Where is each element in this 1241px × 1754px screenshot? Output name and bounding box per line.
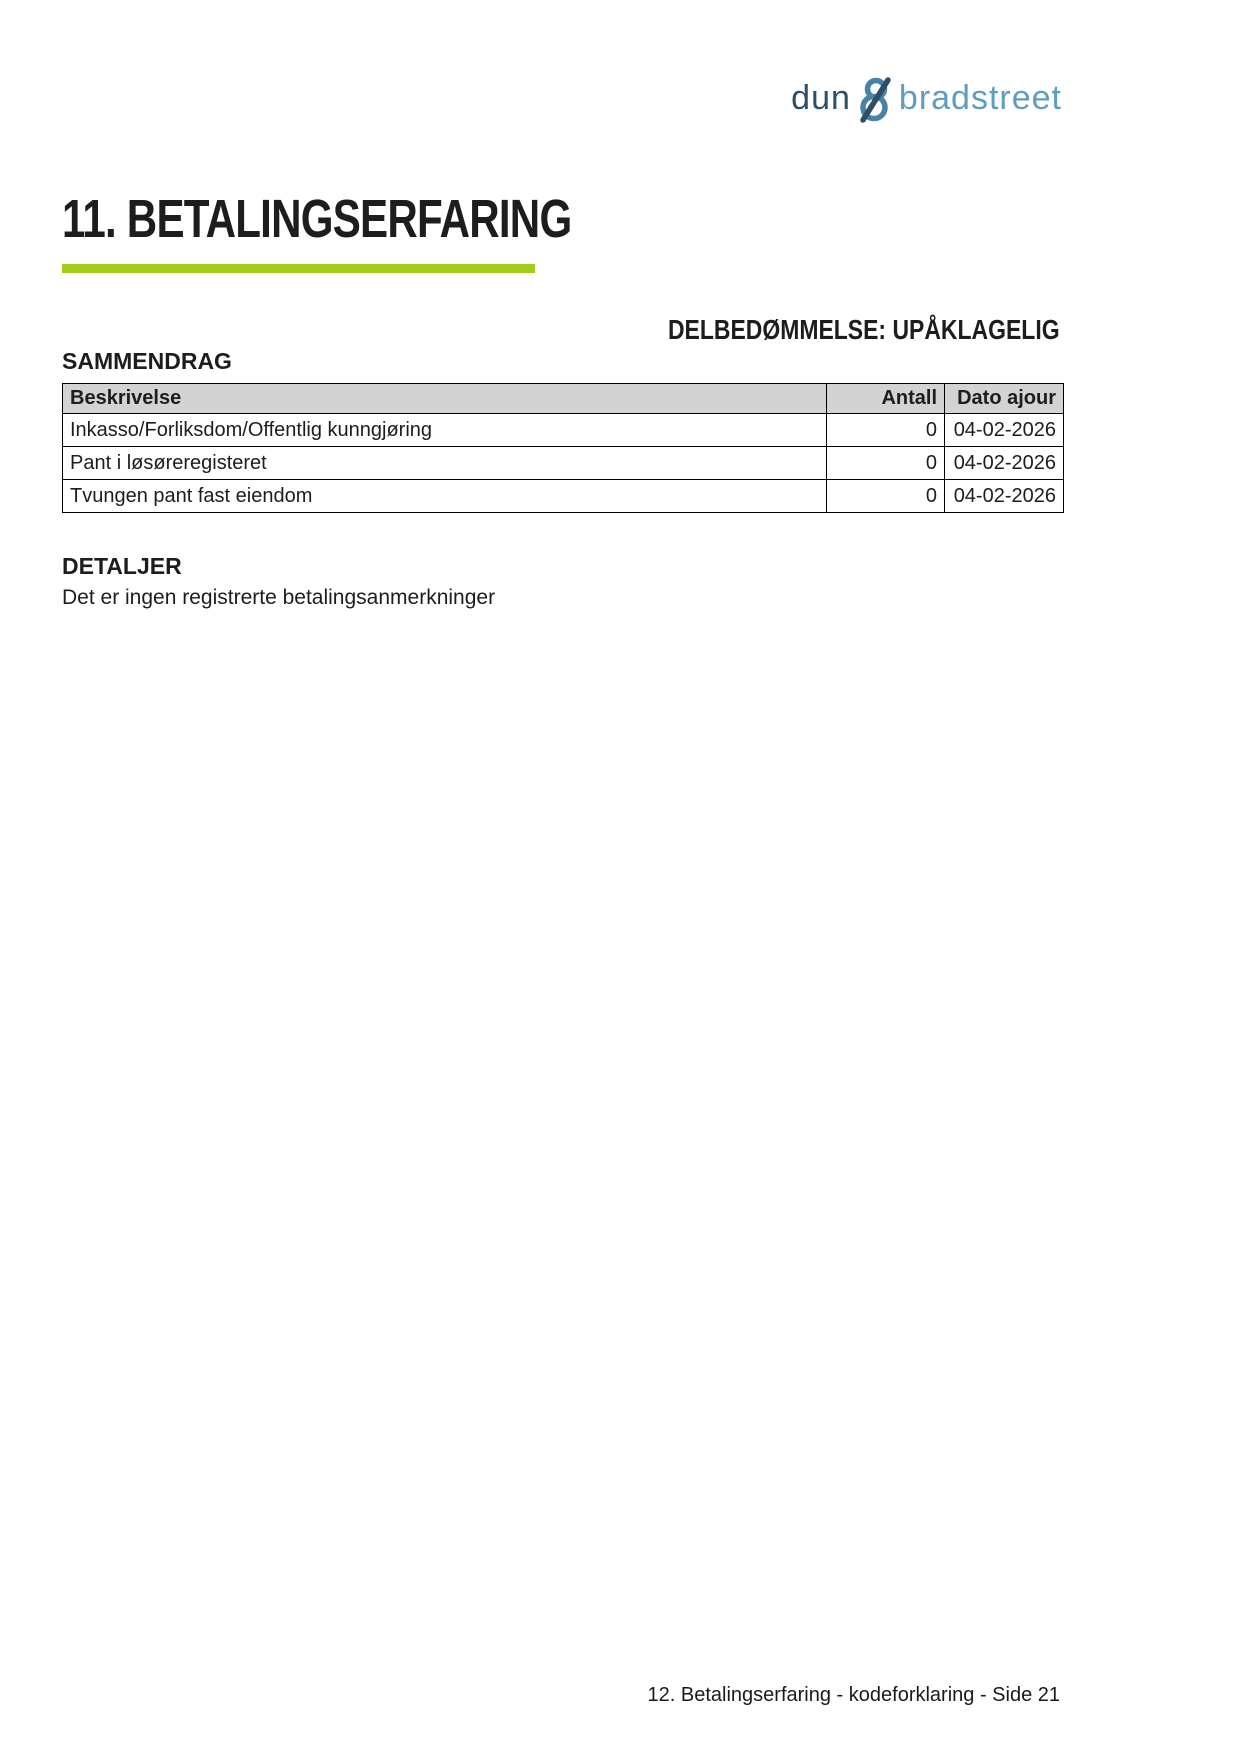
page-footer: 12. Betalingserfaring - kodeforklaring - Side 21 [647, 1684, 1060, 1706]
details-text: Det er ingen registrerte betalingsanmerkninger [62, 586, 496, 609]
table-row [63, 447, 1064, 480]
cell-count: 0 [827, 447, 945, 480]
column-header-dato-ajour: Dato ajour [945, 384, 1064, 414]
column-header-beskrivelse: Beskrivelse [63, 384, 827, 414]
logo-text-bradstreet: bradstreet [898, 78, 1062, 117]
table-header-row [63, 384, 1064, 414]
sub-assessment-label: DELBEDØMMELSE: UPÅKLAGELIG [668, 314, 1060, 345]
page-title: 11. BETALINGSERFARING [62, 189, 572, 249]
cell-count: 0 [827, 414, 945, 447]
table-row [63, 480, 1064, 513]
logo-text-dun: dun [791, 78, 851, 117]
summary-table [62, 383, 1064, 513]
dun-and-bradstreet-logo [791, 74, 1062, 122]
summary-section-heading: SAMMENDRAG [62, 348, 232, 374]
ampersand-icon [854, 76, 896, 124]
cell-count: 0 [827, 480, 945, 513]
cell-description: Pant i løsøreregisteret [63, 447, 827, 480]
cell-description: Inkasso/Forliksdom/Offentlig kunngjøring [63, 414, 827, 447]
title-underline-bar [62, 264, 535, 273]
cell-date: 04-02-2026 [945, 480, 1064, 513]
cell-description: Tvungen pant fast eiendom [63, 480, 827, 513]
details-section-heading: DETALJER [62, 553, 182, 579]
cell-date: 04-02-2026 [945, 447, 1064, 480]
cell-date: 04-02-2026 [945, 414, 1064, 447]
column-header-antall: Antall [827, 384, 945, 414]
table-row [63, 414, 1064, 447]
